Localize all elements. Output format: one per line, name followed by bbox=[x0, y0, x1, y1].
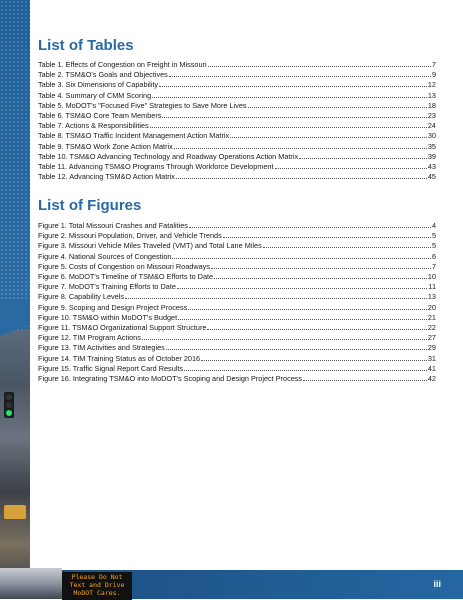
dot-leader bbox=[275, 162, 427, 169]
table-entry-title: Table 8. TSM&O Traffic Incident Management Action Matrix bbox=[38, 131, 230, 141]
figure-entry[interactable] bbox=[38, 221, 436, 231]
list-of-figures-heading: List of Figures bbox=[38, 197, 142, 214]
figure-entry-page: 29 bbox=[427, 343, 436, 353]
figure-entry[interactable] bbox=[38, 272, 436, 282]
dot-leader bbox=[177, 282, 427, 289]
dot-leader bbox=[178, 313, 427, 320]
figure-entry[interactable] bbox=[38, 313, 436, 323]
figure-entry[interactable] bbox=[38, 252, 436, 262]
figure-entry[interactable] bbox=[38, 354, 436, 364]
table-entry[interactable] bbox=[38, 111, 436, 121]
dot-leader bbox=[125, 292, 427, 299]
figure-entry[interactable] bbox=[38, 333, 436, 343]
sign-line-2: Text and Drive bbox=[69, 581, 125, 589]
figure-entry[interactable] bbox=[38, 262, 436, 272]
table-entry[interactable] bbox=[38, 142, 436, 152]
table-entry[interactable] bbox=[38, 80, 436, 90]
figure-entry-title: Figure 9. Scoping and Design Project Process bbox=[38, 302, 188, 312]
figure-entry[interactable] bbox=[38, 303, 436, 313]
table-entry-page: 23 bbox=[427, 111, 436, 121]
dot-leader bbox=[207, 323, 426, 330]
figure-entry[interactable] bbox=[38, 364, 436, 374]
figure-entry-title: Figure 13. TIM Activities and Strategies bbox=[38, 343, 165, 353]
dot-leader bbox=[263, 241, 431, 248]
figure-entry-page: 31 bbox=[427, 353, 436, 363]
figure-entry-page: 22 bbox=[427, 323, 436, 333]
table-entry-title: Table 10. TSM&O Advancing Technology and Roadway Operations Action Matrix bbox=[38, 151, 299, 161]
figure-entry-page: 41 bbox=[427, 363, 436, 373]
figure-entry-title: Figure 5. Costs of Congestion on Missouri Roadways bbox=[38, 261, 210, 271]
figure-entry-page: 6 bbox=[431, 251, 436, 261]
sign-line-1: Please Do Not bbox=[71, 573, 123, 581]
dot-leader bbox=[142, 333, 427, 340]
table-entry-title: Table 7. Actions & Responsibilities bbox=[38, 121, 149, 131]
figure-entry-page: 13 bbox=[427, 292, 436, 302]
table-entry-title: Table 11. Advancing TSM&O Programs Through Workforce Development bbox=[38, 162, 274, 172]
dot-leader bbox=[189, 221, 431, 228]
dot-leader bbox=[184, 364, 427, 371]
tables-list bbox=[38, 60, 436, 182]
table-entry[interactable] bbox=[38, 131, 436, 141]
sidebar-photo-collage bbox=[0, 330, 30, 599]
table-entry-page: 7 bbox=[431, 60, 436, 69]
figure-entry-title: Figure 10. TSM&O within MoDOT's Budget bbox=[38, 312, 178, 322]
table-entry-title: Table 6. TSM&O Core Team Members bbox=[38, 111, 162, 121]
table-entry[interactable] bbox=[38, 91, 436, 101]
figure-entry[interactable] bbox=[38, 343, 436, 353]
dot-leader bbox=[169, 70, 431, 77]
dot-leader bbox=[248, 101, 427, 108]
dot-leader bbox=[174, 142, 427, 149]
table-entry-page: 9 bbox=[431, 70, 436, 80]
figure-entry-title: Figure 4. National Sources of Congestion bbox=[38, 251, 172, 261]
table-entry-title: Table 4. Summary of CMM Scoring bbox=[38, 90, 152, 100]
table-entry-title: Table 1. Effects of Congestion on Freight in Missouri bbox=[38, 60, 207, 69]
traffic-signal-icon bbox=[4, 392, 14, 418]
table-entry-page: 39 bbox=[427, 151, 436, 161]
figure-entry-title: Figure 1. Total Missouri Crashes and Fatalities bbox=[38, 221, 188, 230]
table-entry-title: Table 3. Six Dimensions of Capability bbox=[38, 80, 159, 90]
table-entry-page: 45 bbox=[427, 172, 436, 182]
maintenance-truck-icon bbox=[4, 505, 26, 519]
dot-leader bbox=[166, 343, 427, 350]
figure-entry-page: 10 bbox=[427, 272, 436, 282]
dot-leader bbox=[152, 91, 427, 98]
figure-entry-title: Figure 15. Traffic Signal Report Card Results bbox=[38, 363, 184, 373]
table-entry-page: 30 bbox=[427, 131, 436, 141]
figure-entry-page: 11 bbox=[428, 282, 436, 292]
figure-entry-title: Figure 3. Missouri Vehicle Miles Traveled (VMT) and Total Lane Miles bbox=[38, 241, 262, 251]
figure-entry[interactable] bbox=[38, 323, 436, 333]
figure-entry-title: Figure 16. Integrating TSM&O into MoDOT's Scoping and Design Project Process bbox=[38, 374, 303, 384]
figure-entry-page: 21 bbox=[427, 312, 436, 322]
table-entry-page: 13 bbox=[427, 90, 436, 100]
dot-leader bbox=[303, 374, 427, 381]
table-entry-page: 12 bbox=[427, 80, 436, 90]
dot-leader bbox=[172, 252, 430, 259]
sidebar-wedge bbox=[0, 300, 30, 360]
figure-entry-page: 20 bbox=[427, 302, 436, 312]
dot-leader bbox=[201, 354, 427, 361]
dot-leader bbox=[159, 80, 427, 87]
dot-leader bbox=[162, 111, 426, 118]
figure-entry-page: 7 bbox=[431, 261, 436, 271]
figure-entry[interactable] bbox=[38, 231, 436, 241]
table-entry-title: Table 9. TSM&O Work Zone Action Matrix bbox=[38, 141, 173, 151]
table-entry-title: Table 12. Advancing TSM&O Action Matrix bbox=[38, 172, 175, 182]
figure-entry-title: Figure 11. TSM&O Organizational Support Structure bbox=[38, 323, 207, 333]
table-entry[interactable] bbox=[38, 121, 436, 131]
sidebar-dot-pattern bbox=[0, 0, 30, 330]
dot-leader bbox=[176, 172, 427, 179]
table-entry-page: 18 bbox=[427, 100, 436, 110]
sign-line-3: MoDOT Cares. bbox=[73, 589, 121, 597]
figure-entry[interactable] bbox=[38, 292, 436, 302]
table-entry-title: Table 2. TSM&O's Goals and Objectives bbox=[38, 70, 168, 80]
table-entry[interactable] bbox=[38, 152, 436, 162]
table-entry-page: 24 bbox=[427, 121, 436, 131]
figure-entry[interactable] bbox=[38, 282, 436, 292]
table-entry[interactable] bbox=[38, 60, 436, 70]
figure-entry-title: Figure 14. TIM Training Status as of October 2016 bbox=[38, 353, 201, 363]
figure-entry[interactable] bbox=[38, 241, 436, 251]
dot-leader bbox=[299, 152, 427, 159]
dot-leader bbox=[214, 272, 427, 279]
dot-leader bbox=[150, 121, 427, 128]
figures-list bbox=[38, 221, 436, 384]
page-number: iii bbox=[433, 579, 441, 589]
table-entry-page: 35 bbox=[427, 141, 436, 151]
table-entry[interactable] bbox=[38, 101, 436, 111]
figure-entry-title: Figure 12. TIM Program Actions bbox=[38, 333, 141, 343]
dot-leader bbox=[223, 231, 431, 238]
figure-entry-title: Figure 6. MoDOT's Timeline of TSM&O Efforts to Date bbox=[38, 272, 214, 282]
table-entry[interactable] bbox=[38, 162, 436, 172]
figure-entry-page: 5 bbox=[431, 231, 436, 241]
figure-entry[interactable] bbox=[38, 374, 436, 384]
dot-leader bbox=[208, 60, 431, 67]
figure-entry-page: 5 bbox=[431, 241, 436, 251]
table-entry-title: Table 5. MoDOT's "Focused Five" Strategies to Save More Lives bbox=[38, 100, 247, 110]
figure-entry-page: 27 bbox=[427, 333, 436, 343]
dot-leader bbox=[211, 262, 431, 269]
figure-entry-title: Figure 2. Missouri Population, Driver, and Vehicle Trends bbox=[38, 231, 222, 241]
figure-entry-title: Figure 8. Capability Levels bbox=[38, 292, 124, 302]
traffic-photo bbox=[0, 568, 62, 599]
table-entry-page: 43 bbox=[427, 162, 436, 172]
table-entry[interactable] bbox=[38, 172, 436, 182]
figure-entry-title: Figure 7. MoDOT's Training Efforts to Date bbox=[38, 282, 176, 292]
table-entry[interactable] bbox=[38, 70, 436, 80]
dot-leader bbox=[230, 131, 427, 138]
list-of-tables-heading: List of Tables bbox=[38, 37, 134, 54]
dot-leader bbox=[188, 303, 427, 310]
message-sign bbox=[62, 572, 132, 600]
figure-entry-page: 4 bbox=[431, 221, 436, 230]
decorative-sidebar bbox=[0, 0, 30, 599]
figure-entry-page: 42 bbox=[427, 374, 436, 384]
